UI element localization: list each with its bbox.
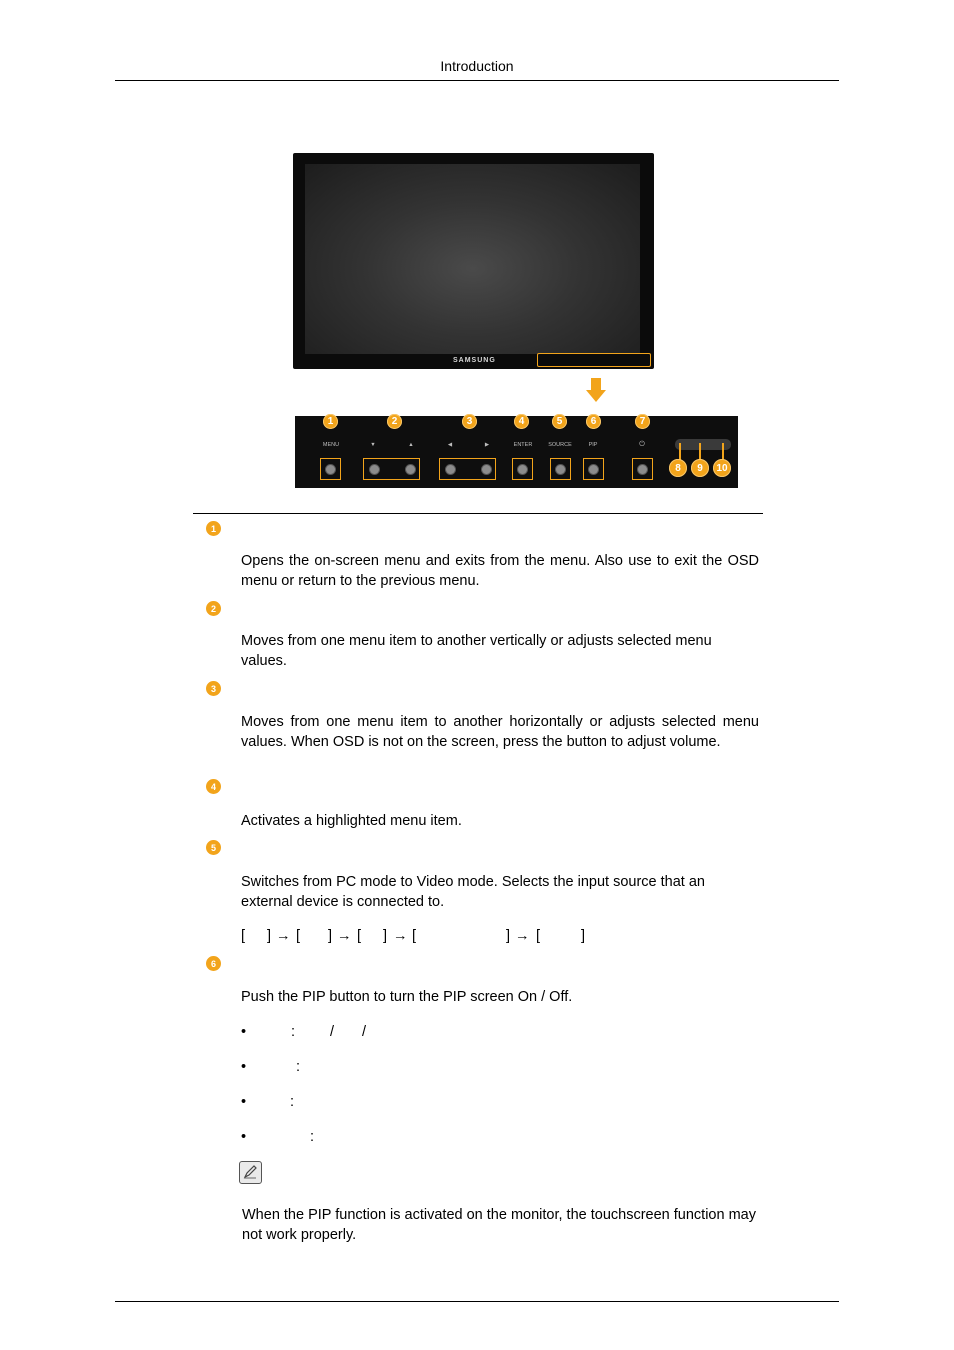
item-1-description: Opens the on-screen menu and exits from the menu. Also use to exit the OSD menu or return to the previous menu. bbox=[241, 553, 759, 589]
note-pencil-icon bbox=[239, 1161, 262, 1184]
left-button-knob bbox=[445, 464, 456, 475]
bracket-open: [ bbox=[357, 928, 362, 944]
control-area-highlight bbox=[537, 353, 651, 367]
source-button bbox=[550, 458, 571, 480]
pip-button bbox=[583, 458, 604, 480]
item-number-1: 1 bbox=[206, 521, 221, 536]
pip-label: PIP bbox=[588, 442, 598, 448]
callout-3: 3 bbox=[462, 414, 477, 429]
callout-8: 8 bbox=[669, 459, 687, 477]
left-right-buttons bbox=[439, 458, 496, 480]
enter-button bbox=[512, 458, 533, 480]
enter-label: ENTER bbox=[513, 442, 533, 448]
callout-7: 7 bbox=[635, 414, 650, 429]
item-number-4: 4 bbox=[206, 779, 221, 794]
button-knob bbox=[637, 464, 648, 475]
slash: / bbox=[330, 1024, 335, 1040]
bracket-open: [ bbox=[412, 928, 417, 944]
arrow-right-icon: → bbox=[337, 928, 352, 944]
bracket-close: ] bbox=[383, 928, 388, 944]
item-5-description: Switches from PC mode to Video mode. Selects the input source that an external device is connected to. bbox=[241, 874, 705, 910]
down-button-knob bbox=[369, 464, 380, 475]
item-6-description: Push the PIP button to turn the PIP screen On / Off. bbox=[241, 989, 573, 1005]
item-2-description: Moves from one menu item to another vertically or adjusts selected menu values. bbox=[241, 633, 712, 669]
monitor-illustration bbox=[293, 153, 654, 369]
bullet-colon: : bbox=[310, 1129, 315, 1145]
bullet-colon: : bbox=[291, 1024, 296, 1040]
footer-rule bbox=[115, 1301, 839, 1302]
up-button-knob bbox=[405, 464, 416, 475]
bracket-open: [ bbox=[241, 928, 246, 944]
callout-5: 5 bbox=[552, 414, 567, 429]
item-number-5: 5 bbox=[206, 840, 221, 855]
down-arrow-icon-head bbox=[586, 390, 606, 402]
down-arrow-icon bbox=[591, 378, 601, 390]
arrow-right-icon: → bbox=[515, 928, 530, 944]
item-number-3: 3 bbox=[206, 681, 221, 696]
bracket-close: ] bbox=[328, 928, 333, 944]
down-label: ▼ bbox=[370, 442, 376, 448]
bracket-open: [ bbox=[536, 928, 541, 944]
bullet-dot: • bbox=[241, 1024, 247, 1040]
control-panel-closeup bbox=[295, 416, 738, 488]
bracket-close: ] bbox=[581, 928, 586, 944]
bracket-open: [ bbox=[296, 928, 301, 944]
button-knob bbox=[588, 464, 599, 475]
item-number-2: 2 bbox=[206, 601, 221, 616]
right-button-knob bbox=[481, 464, 492, 475]
callout-6: 6 bbox=[586, 414, 601, 429]
bullet-dot: • bbox=[241, 1059, 247, 1075]
left-label: ◀ bbox=[447, 442, 453, 448]
bullet-dot: • bbox=[241, 1094, 247, 1110]
button-knob bbox=[555, 464, 566, 475]
callout-9: 9 bbox=[691, 459, 709, 477]
power-icon: ⏻ bbox=[639, 441, 645, 448]
bracket-close: ] bbox=[267, 928, 272, 944]
callout-4: 4 bbox=[514, 414, 529, 429]
header-rule bbox=[115, 80, 839, 81]
bullet-dot: • bbox=[241, 1129, 247, 1145]
section-rule bbox=[193, 513, 763, 514]
right-label: ▶ bbox=[484, 442, 490, 448]
item-4-description: Activates a highlighted menu item. bbox=[241, 813, 462, 829]
power-button bbox=[632, 458, 653, 480]
menu-button bbox=[320, 458, 341, 480]
menu-label: MENU bbox=[322, 442, 340, 448]
source-label: SOURCE bbox=[548, 442, 572, 448]
callout-1: 1 bbox=[323, 414, 338, 429]
bullet-colon: : bbox=[290, 1094, 295, 1110]
button-knob bbox=[325, 464, 336, 475]
pip-note: When the PIP function is activated on the monitor, the touchscreen function may not work properly. bbox=[242, 1207, 756, 1243]
arrow-right-icon: → bbox=[393, 928, 408, 944]
brand-logo: SAMSUNG bbox=[453, 357, 496, 364]
callout-10: 10 bbox=[713, 459, 731, 477]
page-header-title: Introduction bbox=[440, 58, 514, 74]
bullet-colon: : bbox=[296, 1059, 301, 1075]
bracket-close: ] bbox=[506, 928, 511, 944]
arrow-right-icon: → bbox=[276, 928, 291, 944]
button-knob bbox=[517, 464, 528, 475]
slash: / bbox=[362, 1024, 367, 1040]
monitor-screen bbox=[305, 164, 640, 354]
item-number-6: 6 bbox=[206, 956, 221, 971]
callout-2: 2 bbox=[387, 414, 402, 429]
item-3-description: Moves from one menu item to another horizontally or adjusts selected menu values. When OSD is not on the screen, press the button to adjust volume. bbox=[241, 714, 759, 750]
up-label: ▲ bbox=[408, 442, 414, 448]
up-down-buttons bbox=[363, 458, 420, 480]
